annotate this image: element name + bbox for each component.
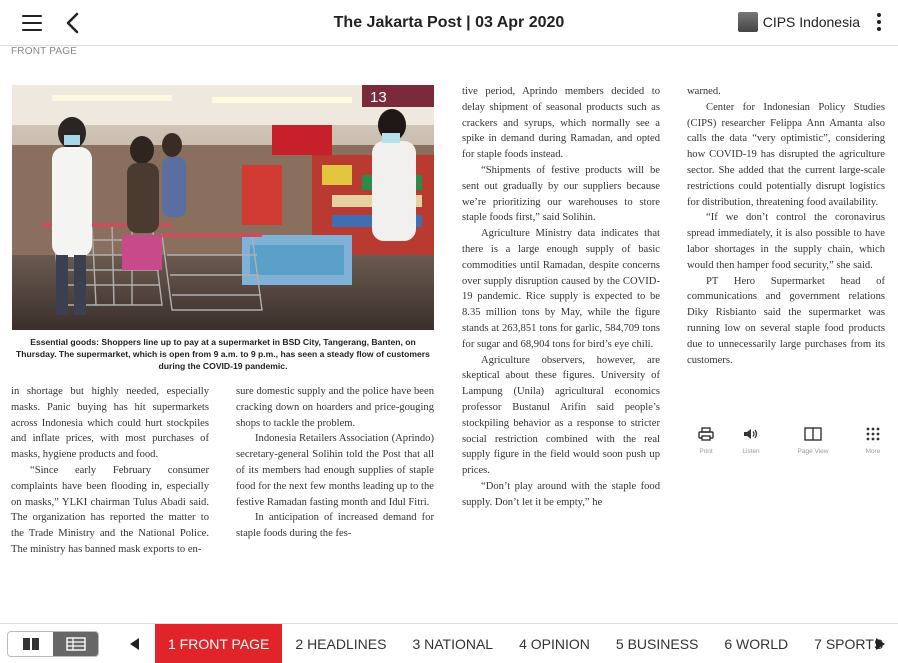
paragraph: Agriculture Ministry data indicates that there is a large enough supply of basic commodities until Ramadan, despite concerns over supply disruption caused by the COVID-19 pandemic. Rice supply is expected to be 8.35 million tons by May, while the figure stands at 263,851 tons for garlic, 584,709 tons for sugar and 68,904 tons for bird’s eye chili.	[462, 228, 660, 350]
view-toggle	[7, 631, 99, 657]
listen-button[interactable]	[731, 427, 771, 460]
list-view-button[interactable]	[53, 632, 98, 656]
section-tabs	[155, 624, 896, 663]
paragraph: Indonesia Retailers Association (Aprindo) secretary-general Solihin told the Post that all of its members had enough supplies of staple food for the next few months leading up to the festive Ramadan fasting month and Idul Fitri.	[236, 433, 434, 508]
user-name: CIPS Indonesia	[762, 14, 860, 30]
paragraph: “Shipments of festive products will be sent out gradually by our suppliers because we’re prioritizing our warehouses to store staple foods first,” said Solihin.	[462, 164, 660, 224]
more-options-icon[interactable]	[876, 13, 882, 33]
page-view-label: Page View	[797, 448, 829, 455]
article-toolbar	[686, 427, 896, 467]
paragraph: Center for Indonesian Policy Studies (CIPS) researcher Felippa Ann Amanta also calls the data “very optimistic”, considering how COVID-19 has disrupted the agriculture sector. She added that the current large-scale restrictions could potentially disrupt logistics for distribution, threatening food availability.	[687, 101, 885, 208]
section-label: FRONT PAGE	[11, 46, 78, 57]
print-button[interactable]	[686, 427, 726, 460]
article-column-1	[11, 384, 209, 558]
paragraph: sure domestic supply and the police have been cracking down on hoarders and price-gouging shops to tackle the problem.	[236, 386, 434, 429]
list-view-icon	[66, 637, 86, 651]
paragraph: In anticipation of increased demand for staple foods during the fes-	[236, 512, 434, 540]
avatar	[738, 12, 758, 32]
tab-opinion[interactable]: 4 OPINION	[519, 636, 590, 652]
article-column-3	[462, 84, 660, 511]
bottom-bar	[0, 623, 898, 663]
listen-label: Listen	[742, 448, 760, 455]
paragraph: PT Hero Supermarket head of communications and government relations Diky Risbianto said the supermarket was running low on several staple food products due to unnecessarily large purchases from its customers.	[687, 275, 885, 366]
paragraph: warned.	[687, 86, 721, 97]
paragraph: in shortage but highly needed, especially masks. Panic buying has hit supermarkets across Indonesia which could hurt stockpiles and inflate prices, with most purchases of masks, hygiene products and food.	[11, 386, 209, 461]
photo-caption: Essential goods: Shoppers line up to pay at a supermarket in BSD City, Tangerang, Banten, on Thursday. The supermarket, which is open from 9 a.m. to 9 p.m., has seen a steady flow of customers during the COVID-19 pandemic.	[16, 337, 430, 371]
article-page	[0, 80, 898, 620]
article-column-4	[687, 84, 885, 368]
page-title: The Jakarta Post | 03 Apr 2020	[333, 14, 565, 31]
tab-front-page[interactable]: 1 FRONT PAGE	[155, 624, 282, 663]
page-view-icon	[804, 427, 822, 441]
grid-dots-icon	[866, 427, 880, 441]
tab-national[interactable]: 3 NATIONAL	[412, 636, 494, 652]
article-column-2	[236, 384, 434, 542]
speaker-icon	[743, 427, 759, 441]
back-icon[interactable]	[64, 12, 82, 34]
page-view-button[interactable]	[793, 427, 833, 460]
article-photo	[12, 85, 434, 330]
tab-sports[interactable]: 7 SPORTS	[814, 636, 884, 652]
user-account[interactable]	[738, 12, 860, 32]
menu-icon[interactable]	[22, 15, 42, 31]
paragraph: tive period, Aprindo members decided to delay shipment of seasonal products such as crackers and syrups, which normally see a spike in demand during Ramadan, and opted for staple foods instead.	[462, 86, 660, 161]
top-bar	[0, 0, 898, 46]
two-column-icon	[22, 637, 40, 651]
store-number-sign: 13	[370, 89, 387, 106]
tab-headlines[interactable]: 2 HEADLINES	[295, 636, 387, 652]
print-icon	[698, 427, 714, 441]
two-column-view-button[interactable]	[8, 632, 53, 656]
tab-world[interactable]: 6 WORLD	[724, 636, 789, 652]
next-page-icon[interactable]	[876, 638, 885, 650]
tab-business[interactable]: 5 BUSINESS	[615, 636, 699, 652]
paragraph: “Don’t play around with the staple food supply. Don’t let it be empty,” he	[462, 480, 660, 508]
more-label: More	[865, 448, 881, 455]
previous-page-icon[interactable]	[130, 638, 139, 650]
paragraph: “If we don’t control the coronavirus spread immediately, it is also possible to have labor shortages in the supply chain, which would then hamper food security,” she said.	[687, 212, 885, 271]
print-label: Print	[699, 448, 713, 455]
paragraph: Agriculture observers, however, are skeptical about these figures. University of Lampung (Unila) agricultural economics professor Bustanul Arifin said people’s stockpiling behavior as a response to stricter social restriction combined with the real supply figure in the field would soon push up prices.	[462, 354, 660, 477]
more-button[interactable]	[853, 427, 893, 460]
paragraph: “Since early February consumer complaints have been flooding in, especially on masks,” YLKI chairman Tulus Abadi said. The organization has reported the matter to the Trade Ministry and the National Police. The ministry has banned mask exports to en-	[11, 464, 209, 555]
